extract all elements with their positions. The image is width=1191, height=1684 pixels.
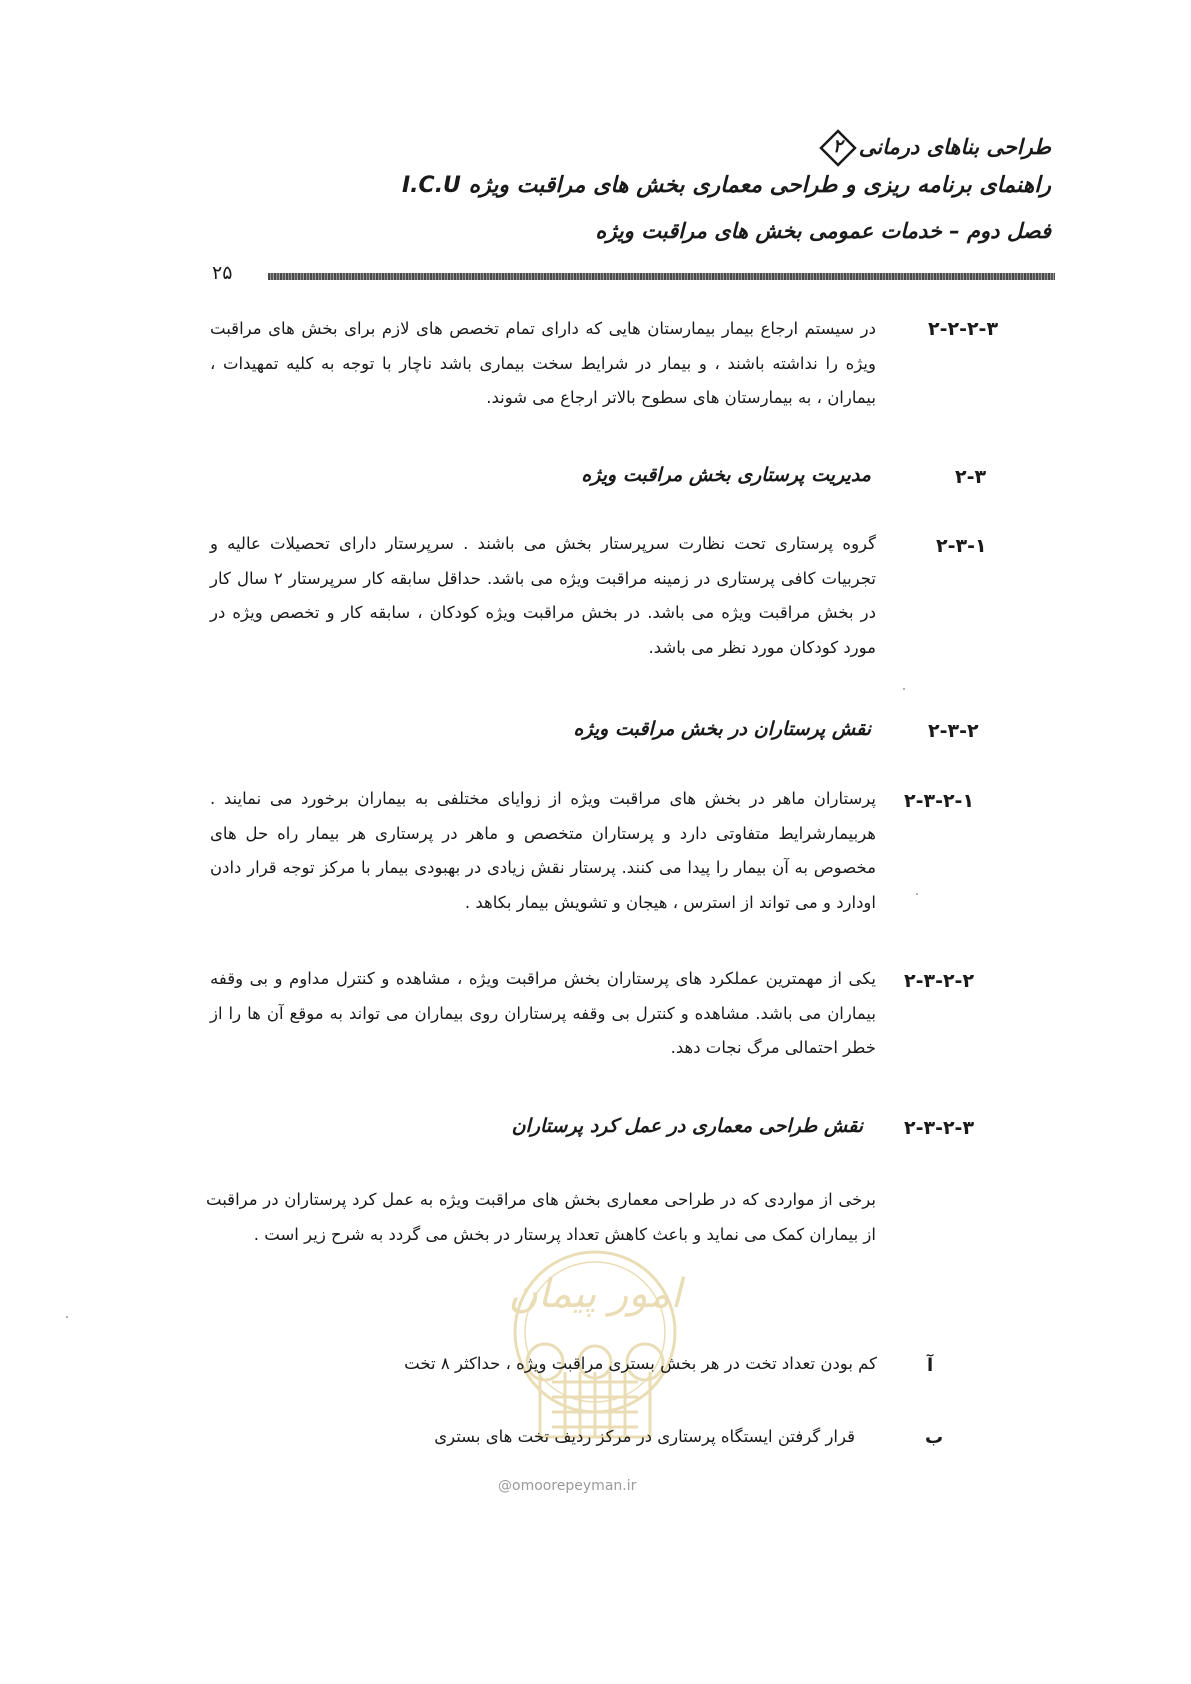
section-heading: نقش طراحی معماری در عمل کرد پرستاران xyxy=(511,1115,863,1137)
paragraph: در سیستم ارجاع بیمار بیمارستان هایی که دارای تمام تخصص های لازم برای بخش های مراقبت ویژه را نداشته باشند ، و بیمار در شرایط سخت بیماری باشد ناچار با توجه به کلیه تمهیدات ، بیماران ، به بیمارستان های سطوح بالاتر ارجاع می شوند. xyxy=(210,319,876,407)
scan-speck xyxy=(916,893,918,895)
header-rule xyxy=(268,273,1055,280)
section-number: ۲-۲-۲-۳ xyxy=(928,318,999,340)
heading-number: ۲-۳-۲-۳ xyxy=(904,1117,975,1139)
series-title-text: طراحی بناهای درمانی xyxy=(858,135,1051,159)
scan-speck xyxy=(903,688,905,690)
section-heading: نقش پرستاران در بخش مراقبت ویژه xyxy=(573,718,871,740)
watermark-url: @omoorepeyman.ir xyxy=(498,1478,637,1494)
heading-number: ۲-۳ xyxy=(955,466,987,488)
list-item: کم بودن تعداد تخت در هر بخش بستری مراقبت ویژه ، حداکثر ۸ تخت xyxy=(404,1354,877,1373)
paragraph: گروه پرستاری تحت نظارت سرپرستار بخش می باشند . سرپرستار دارای تحصیلات عالیه و تجربیات کافی پرستاری در زمینه مراقبت ویژه می باشد. حداقل سابقه کار سرپرستار ۲ سال کار در بخش مراقبت ویژه می باشد. در بخش مراقبت ویژه کودکان ، سابقه کار و تخصص ویژه در مورد کودکان مورد نظر می باشد. xyxy=(210,534,877,657)
section-number: ۲-۳-۲-۱ xyxy=(904,790,975,812)
paragraph: پرستاران ماهر در بخش های مراقبت ویژه از زوایای مختلفی به بیماران برخورد می نمایند . هربیمارشرایط متفاوتی دارد و پرستاران متخصص و ماهر در پرستاری هر بیمار راه حل های مخصوص به آن بیمار را پیدا می کنند. پرستار نقش زیادی در بهبودی بیمار با مرکز توجه قرار دادن اودارد و می تواند از استرس ، هیجان و تشویش بیمار بکاهد . xyxy=(210,789,876,912)
item-letter: ب xyxy=(925,1427,944,1448)
series-title xyxy=(817,133,1051,163)
section-number: ۲-۳-۲-۲ xyxy=(904,970,975,992)
list-item: قرار گرفتن ایستگاه پرستاری در مرکز ردیف تخت های بستری xyxy=(434,1427,855,1446)
series-number: ۲ xyxy=(832,136,843,157)
heading-number: ۲-۳-۲ xyxy=(928,720,979,742)
paragraph: یکی از مهمترین عملکرد های پرستاران بخش مراقبت ویژه ، مشاهده و کنترل مداوم و بی وقفه بیماران می باشد. مشاهده و کنترل بی وقفه پرستاران روی بیماران می تواند به موقع آن ها را از خطر احتمالی مرگ نجات دهد. xyxy=(210,969,876,1057)
section-number: ۲-۳-۱ xyxy=(936,535,987,557)
scan-speck xyxy=(66,1316,68,1318)
series-number-badge xyxy=(823,133,853,163)
guide-title: راهنمای برنامه ریزی و طراحی معماری بخش های مراقبت ویژه I.C.U xyxy=(402,173,1051,198)
page-number: ۲۵ xyxy=(212,262,233,284)
watermark-seal-text: امور پیمان xyxy=(508,1271,682,1317)
section-heading: مدیریت پرستاری بخش مراقبت ویژه xyxy=(581,464,871,486)
item-letter: آ xyxy=(927,1355,934,1376)
chapter-title: فصل دوم – خدمات عمومی بخش های مراقبت ویژه xyxy=(595,219,1051,243)
paragraph: برخی از مواردی که در طراحی معماری بخش های مراقبت ویژه به عمل کرد پرستاران در مراقبت از بیماران کمک می نماید و باعث کاهش تعداد پرستار در بخش می گردد به شرح زیر است . xyxy=(206,1190,876,1244)
